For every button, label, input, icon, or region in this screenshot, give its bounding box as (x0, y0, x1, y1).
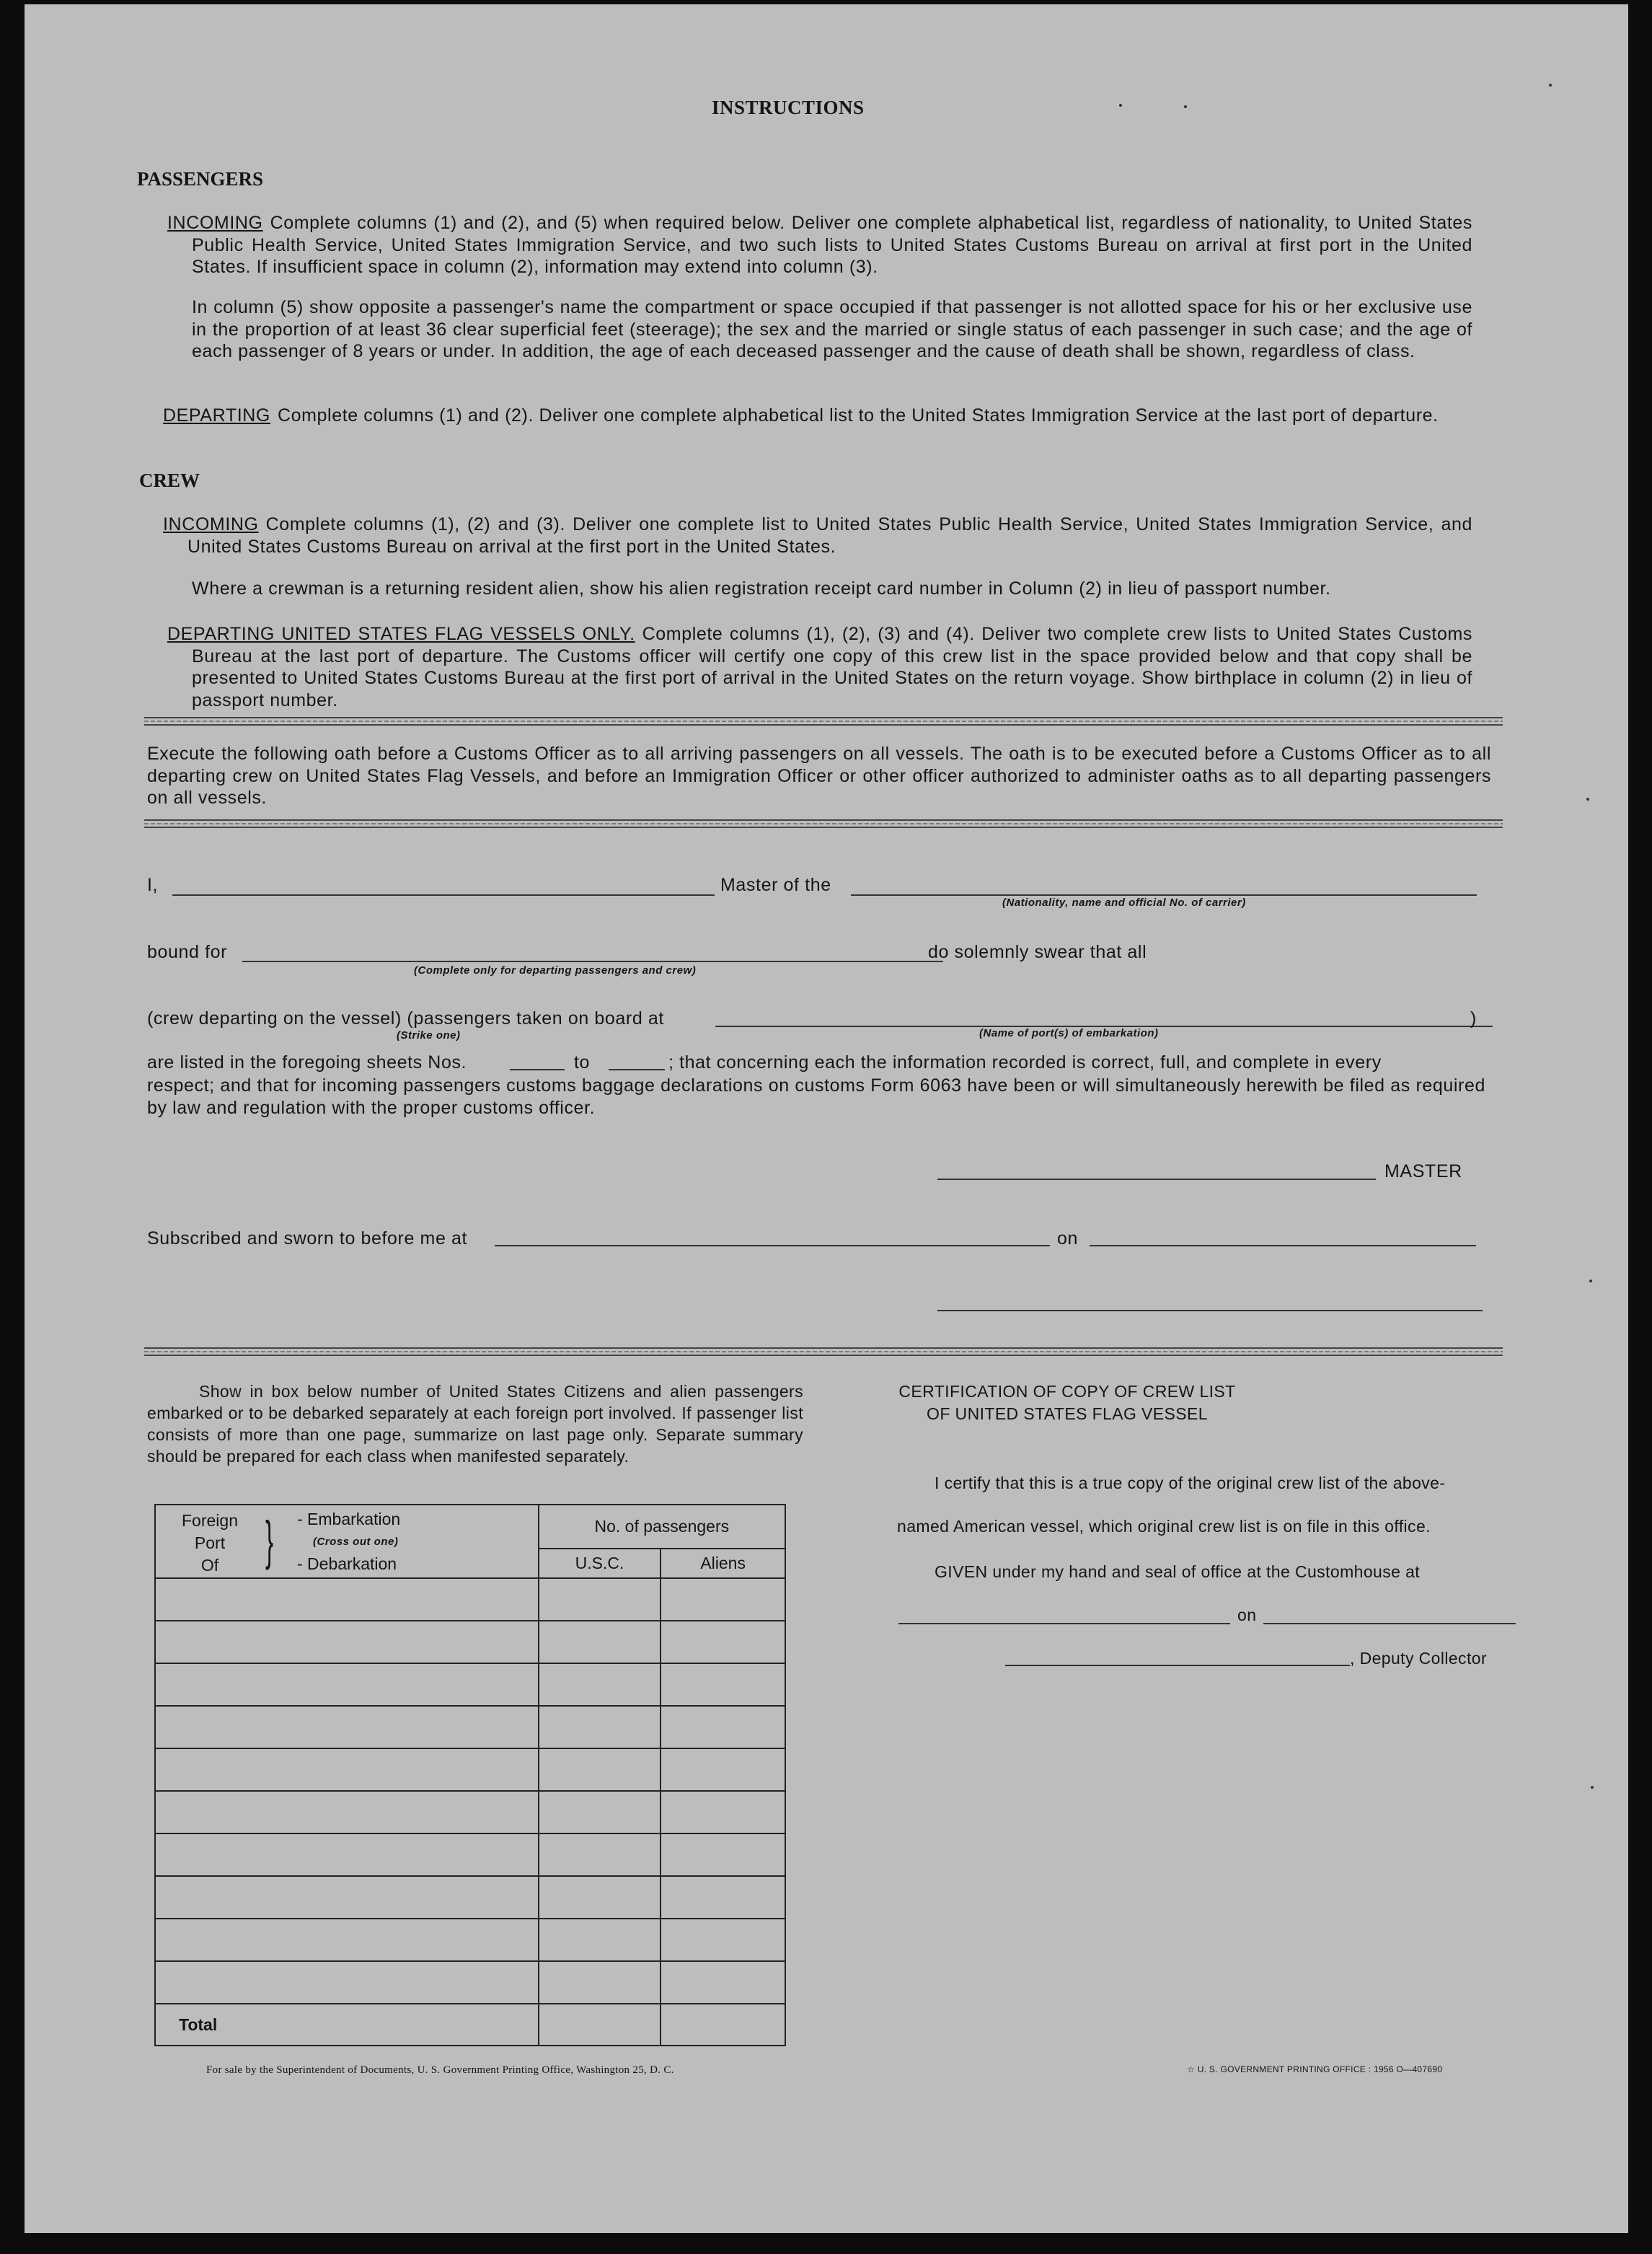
bound-for-label: bound for (147, 942, 228, 962)
port-cell[interactable] (155, 1833, 539, 1876)
of-label: Of (200, 1556, 219, 1575)
page-title: INSTRUCTIONS (712, 97, 865, 118)
section-divider (144, 819, 1503, 828)
close-paren: ) (1470, 1008, 1477, 1029)
crew-departing-text: Complete columns (1), (2), (3) and (4). Deliver two complete crew lists to United States Customs Bureau at the last port of departure. The Customs officer will certify one copy of this crew list in the space provided below and that copy shall be presented to United States Customs Bureau at the first port of arrival in the United States on the return voyage. Show birthplace in column (2) in lieu of passport number. (192, 624, 1472, 710)
departing-text: (crew departing on the vessel) (passengers taken on board at (147, 1008, 664, 1029)
aliens-cell[interactable] (661, 1833, 785, 1876)
passengers-incoming-text: Complete columns (1) and (2), and (5) when required below. Deliver one complete alphabetical list, regardless of nationality, to United States Public Health Service, United States Immigration Service, and two such lists to United States Customs Bureau on arrival at first port in the United States. If insufficient space in column (2), information may extend into column (3). (192, 213, 1472, 277)
table-row (155, 1919, 785, 1961)
swear-text: do solemnly swear that all (928, 942, 1147, 962)
aliens-cell[interactable] (661, 1748, 785, 1791)
passengers-incoming-block (167, 212, 1472, 278)
certification-date-line[interactable] (1263, 1623, 1516, 1624)
crew-incoming-text: Complete columns (1), (2) and (3). Deliver one complete list to United States Public Health Service, United States Immigration Service, and United States Customs Bureau on arrival at the first port in the United States. (187, 514, 1472, 557)
table-row (155, 1748, 785, 1791)
summary-instructions: Show in box below number of United States Citizens and alien passengers embarked or to be debarked separately at each foreign port involved. If passenger list consists of more than one page, summarize on last page only. Separate summary should be prepared for each class when manifested separately. (147, 1382, 803, 1466)
passengers-departing-lead: DEPARTING (163, 405, 270, 426)
usc-cell[interactable] (539, 1578, 661, 1621)
port-cell[interactable] (155, 1706, 539, 1748)
crew-incoming-lead: INCOMING (163, 514, 259, 534)
master-of-the-label: Master of the (720, 875, 831, 895)
footer-left: For sale by the Superintendent of Documents, U. S. Government Printing Office, Washington 25, D. C. (206, 2064, 674, 2076)
certification-line3: GIVEN under my hand and seal of office at the Customhouse at (935, 1562, 1421, 1581)
sheet-to-line[interactable] (609, 1069, 665, 1070)
section-divider (144, 717, 1503, 726)
aliens-cell[interactable] (661, 1621, 785, 1663)
certification-heading (865, 1381, 1269, 1425)
certification-line1: I certify that this is a true copy of the original crew list of the above- (935, 1474, 1446, 1492)
scan-speck (1589, 1280, 1592, 1282)
table-row (155, 1833, 785, 1876)
aliens-cell[interactable] (661, 1663, 785, 1706)
crew-heading: CREW (139, 470, 200, 491)
no-of-passengers-header: No. of passengers (539, 1505, 785, 1549)
certification-heading-line2: OF UNITED STATES FLAG VESSEL (927, 1404, 1208, 1423)
aliens-header: Aliens (661, 1549, 785, 1578)
usc-cell[interactable] (539, 1663, 661, 1706)
brace-glyph: } (265, 1510, 274, 1570)
port-cell[interactable] (155, 1876, 539, 1919)
bound-for-caption: (Complete only for departing passengers and crew) (414, 964, 697, 977)
aliens-cell[interactable] (661, 1876, 785, 1919)
passengers-departing-block (163, 405, 1472, 427)
certification-heading-line1: CERTIFICATION OF COPY OF CREW LIST (898, 1382, 1236, 1401)
usc-cell[interactable] (539, 1961, 661, 2004)
footer-right: ☆ U. S. GOVERNMENT PRINTING OFFICE : 1956 O—407690 (1187, 2064, 1443, 2074)
scan-speck (1119, 104, 1122, 107)
bound-for-line[interactable] (242, 961, 943, 962)
master-label: MASTER (1384, 1161, 1462, 1181)
foreign-port-of (156, 1510, 264, 1577)
crew-departing-block (167, 623, 1472, 711)
passengers-incoming-lead: INCOMING (167, 213, 263, 233)
usc-cell[interactable] (539, 1833, 661, 1876)
scan-speck (1549, 84, 1552, 87)
port-cell[interactable] (155, 1663, 539, 1706)
section-divider (144, 1347, 1503, 1356)
table-row (155, 1621, 785, 1663)
usc-cell[interactable] (539, 1919, 661, 1961)
listed-end: ; that concerning each the information recorded is correct, full, and complete in every (668, 1052, 1382, 1073)
passenger-summary-table (154, 1504, 786, 2046)
subscribed-label: Subscribed and sworn to before me at (147, 1228, 468, 1249)
debarkation-label: - Debarkation (297, 1554, 397, 1573)
table-row (155, 1663, 785, 1706)
master-signature-line[interactable] (937, 1179, 1376, 1180)
port-cell[interactable] (155, 1748, 539, 1791)
listed-start: are listed in the foregoing sheets Nos. (147, 1052, 467, 1073)
certification-on-label: on (1237, 1606, 1257, 1624)
listed-rest: respect; and that for incoming passengers customs baggage declarations on customs Form 6063 have been or will simultaneously herewith be filed as required by law and regulation with the proper customs officer. (147, 1075, 1485, 1118)
ports-caption: (Name of port(s) of embarkation) (979, 1027, 1159, 1039)
passengers-heading: PASSENGERS (137, 168, 264, 190)
carrier-line[interactable] (851, 894, 1477, 896)
foreign-label: Foreign (182, 1511, 238, 1530)
port-cell[interactable] (155, 1621, 539, 1663)
oath-intro: Execute the following oath before a Customs Officer as to all arriving passengers on all vessels. The oath is to be executed before a Customs Officer as to all departing crew on United States Flag Vessels, and before an Immigration Officer or other officer authorized to administer oaths as to all departing passengers on all vessels. (147, 744, 1491, 808)
aliens-cell[interactable] (661, 1961, 785, 2004)
table-row (155, 1961, 785, 2004)
table-row (155, 1876, 785, 1919)
sheet-from-line[interactable] (510, 1069, 565, 1070)
usc-cell[interactable] (539, 1876, 661, 1919)
sworn-on-label: on (1057, 1228, 1079, 1249)
customhouse-line[interactable] (898, 1623, 1230, 1624)
scan-speck (1184, 105, 1187, 108)
crew-departing-lead: DEPARTING UNITED STATES FLAG VESSELS ONLY. (167, 624, 635, 644)
port-cell[interactable] (155, 1791, 539, 1833)
aliens-cell[interactable] (661, 1706, 785, 1748)
usc-cell[interactable] (539, 1621, 661, 1663)
aliens-cell[interactable] (661, 1791, 785, 1833)
passengers-departing-text: Complete columns (1) and (2). Deliver one complete alphabetical list to the United States Immigration Service at the last port of departure. (277, 405, 1439, 426)
usc-total-cell[interactable] (539, 2004, 661, 2046)
deputy-collector-line[interactable] (1005, 1665, 1350, 1666)
master-name-line[interactable] (172, 894, 715, 896)
table-row (155, 1578, 785, 1621)
deputy-collector-label: , Deputy Collector (1350, 1649, 1487, 1668)
officer-signature-line[interactable] (937, 1310, 1483, 1311)
crew-incoming-block (163, 514, 1472, 558)
usc-cell[interactable] (539, 1791, 661, 1833)
scan-speck (1586, 798, 1589, 801)
sworn-date-line[interactable] (1090, 1245, 1476, 1246)
sworn-place-line[interactable] (495, 1245, 1050, 1246)
passengers-column5-text: In column (5) show opposite a passenger's name the compartment or space occupied if that passenger is not allotted space for his or her exclusive use in the proportion of at least 36 clear superficial feet (steerage); the sex and the married or single status of each passenger in such case; and the age of each passenger of 8 years or under. In addition, the age of each deceased passenger and the cause of death shall be shown, regardless of class. (192, 297, 1472, 361)
total-label: Total (155, 2004, 539, 2046)
aliens-cell[interactable] (661, 1578, 785, 1621)
port-cell[interactable] (155, 1578, 539, 1621)
port-header-cell (155, 1505, 539, 1578)
cross-out-caption: (Cross out one) (313, 1536, 399, 1548)
carrier-caption: (Nationality, name and official No. of carrier) (1002, 897, 1246, 909)
embarkation-label: - Embarkation (297, 1510, 401, 1528)
port-label: Port (194, 1533, 226, 1552)
listed-to: to (574, 1052, 591, 1073)
usc-header: U.S.C. (539, 1549, 661, 1578)
certification-line2: named American vessel, which original crew list is on file in this office. (897, 1517, 1431, 1536)
usc-cell[interactable] (539, 1706, 661, 1748)
port-cell[interactable] (155, 1919, 539, 1961)
table-row (155, 1791, 785, 1833)
crew-resident-note: Where a crewman is a returning resident alien, show his alien registration receipt card number in Column (2) in lieu of passport number. (192, 578, 1331, 599)
usc-cell[interactable] (539, 1748, 661, 1791)
oath-i-label: I, (147, 875, 159, 895)
port-cell[interactable] (155, 1961, 539, 2004)
strike-caption: (Strike one) (397, 1029, 461, 1042)
aliens-total-cell[interactable] (661, 2004, 785, 2046)
scan-speck (1591, 1786, 1594, 1789)
total-row (155, 2004, 785, 2046)
aliens-cell[interactable] (661, 1919, 785, 1961)
table-row (155, 1706, 785, 1748)
form-page (25, 4, 1628, 2233)
